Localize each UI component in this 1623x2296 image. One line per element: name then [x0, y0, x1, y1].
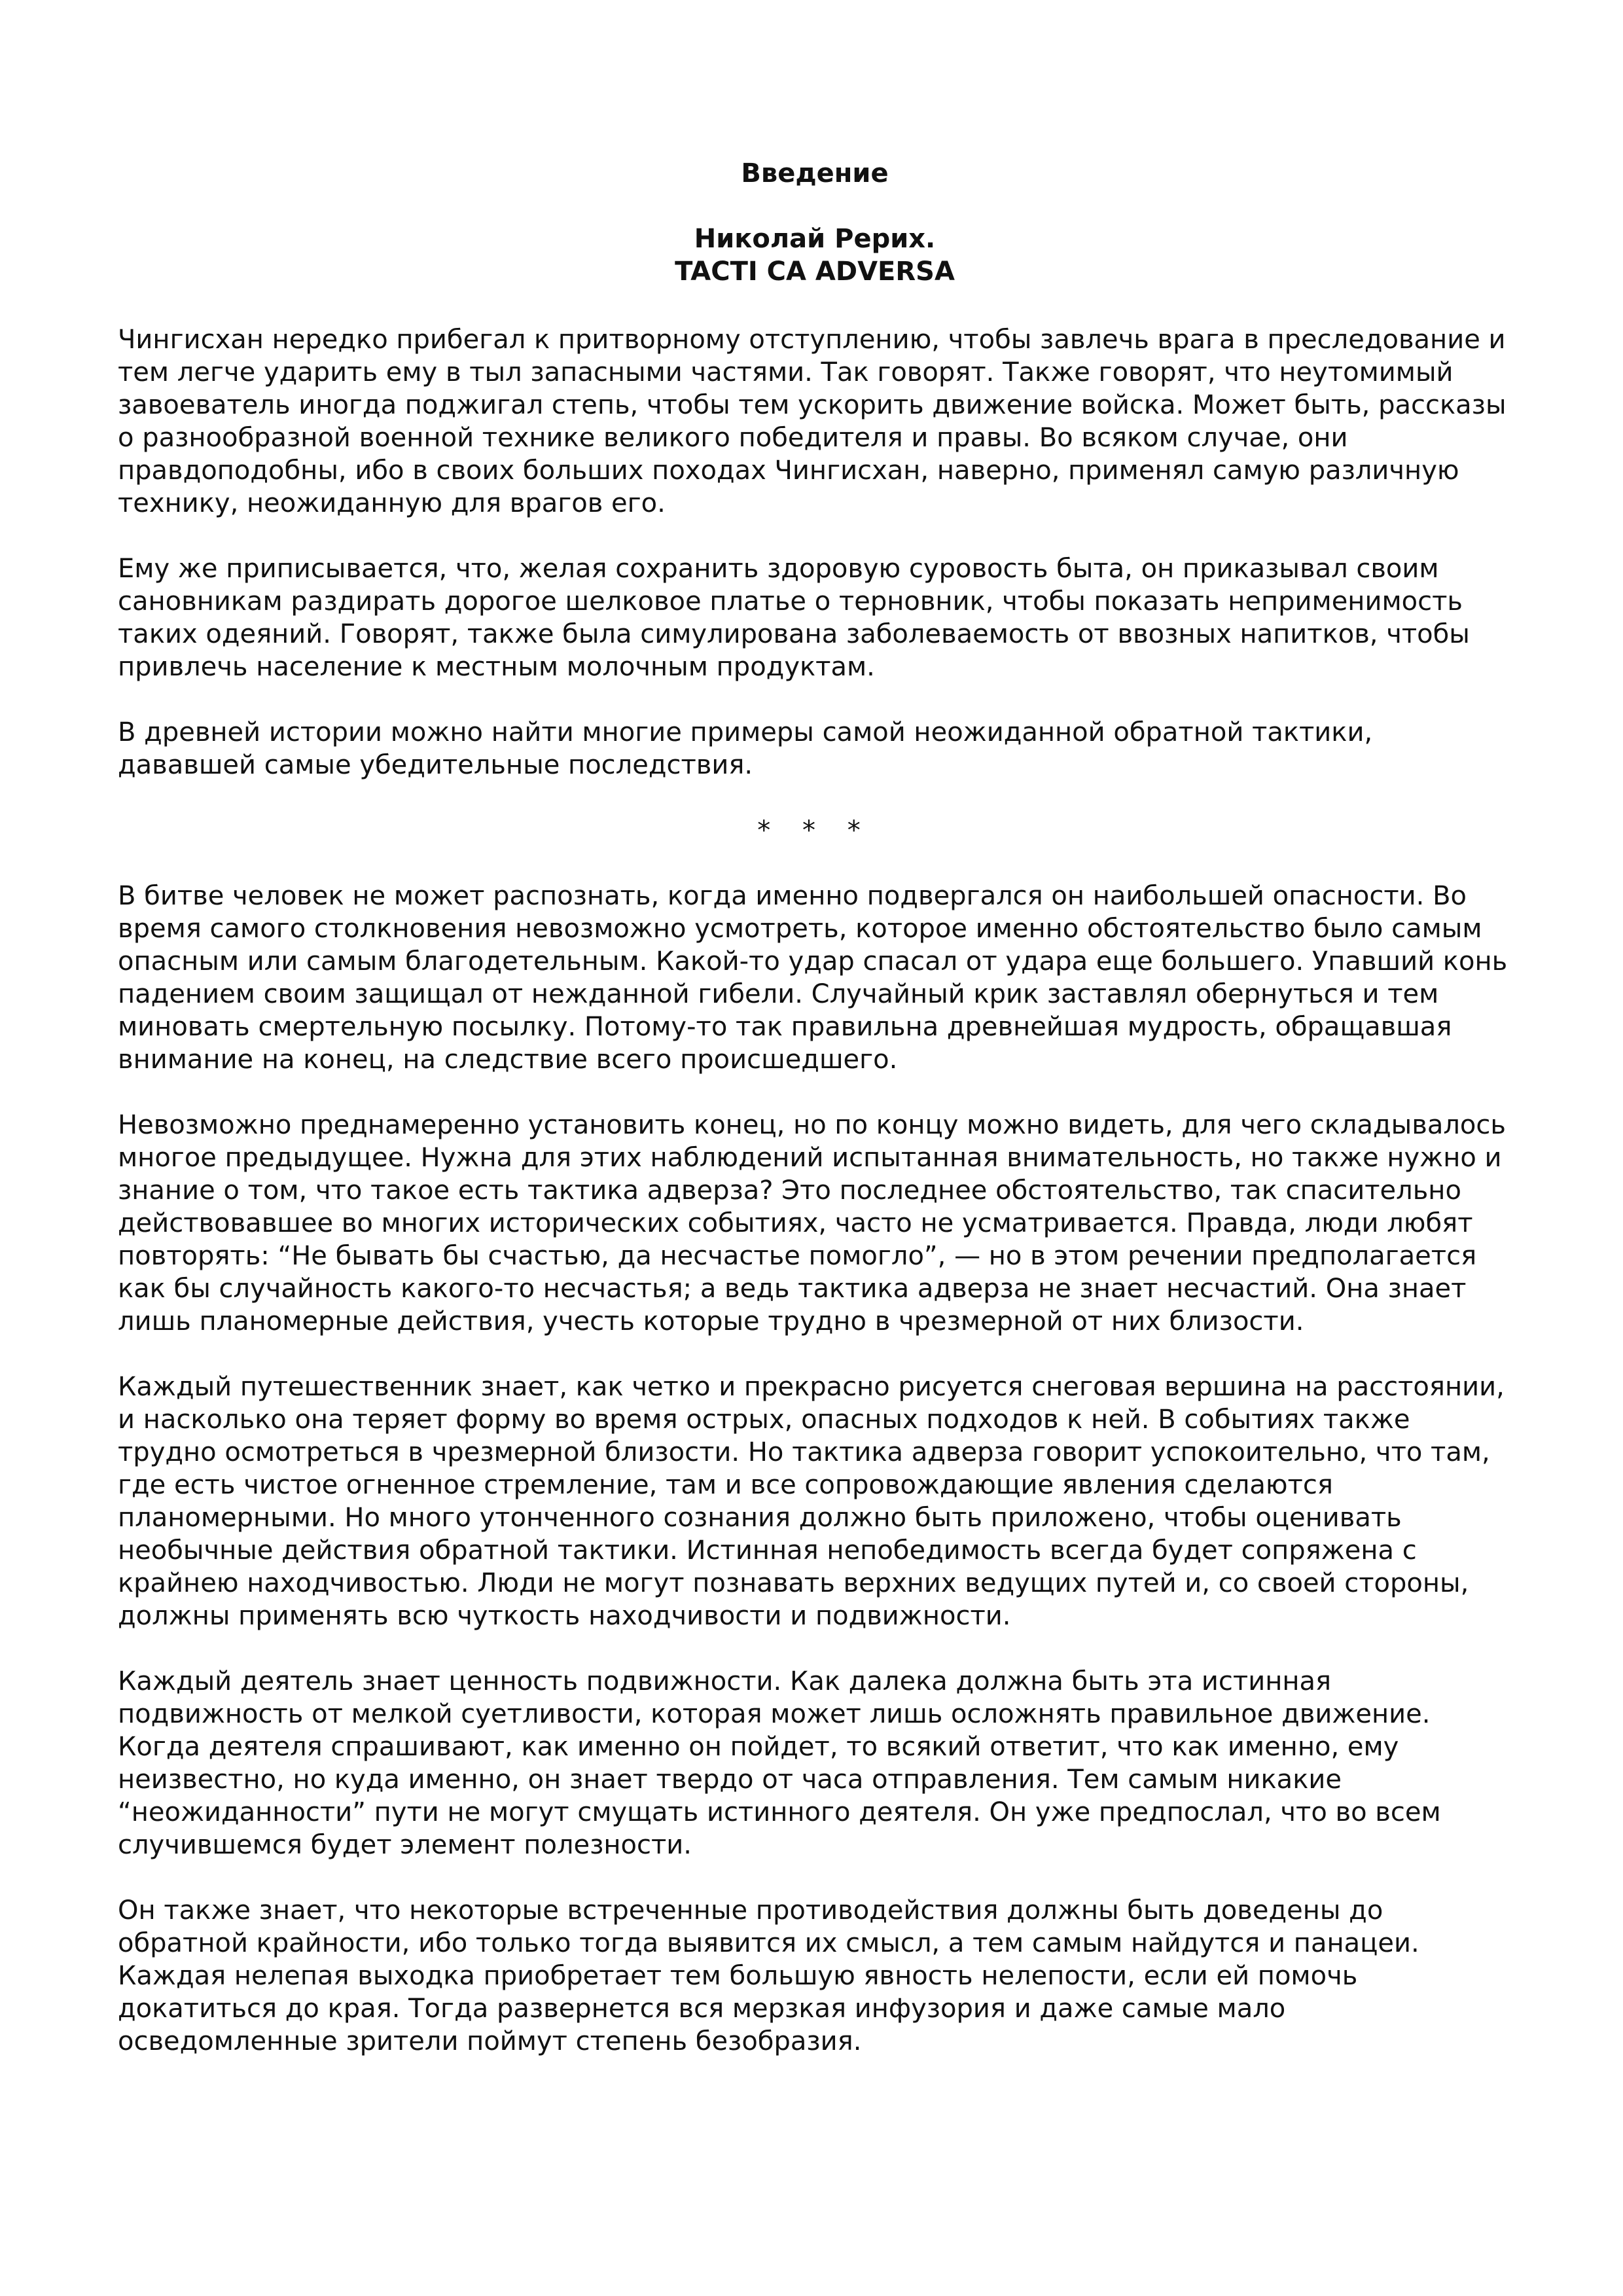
paragraph: В древней истории можно найти многие примеры самой неожиданной обратной тактики, дававшей самые убедительные последствия.	[118, 717, 1373, 780]
document-author: Николай Рерих.	[694, 224, 936, 254]
paragraph: Он также знает, что некоторые встреченные противодействия должны быть доведены до обратной крайности, ибо только тогда выявится их смысл, а тем самым найдутся и панацеи. Каждая нелепая выходка приобретает тем большую явность нелепости, если ей помочь докатиться до края. Тогда развернется вся мерзкая инфузория и даже самые мало осведомленные зрители поймут степень безобразия.	[118, 1895, 1419, 2056]
paragraph: Ему же приписывается, что, желая сохранить здоровую суровость быта, он приказывал своим сановникам раздирать дорогое шелковое платье о терновник, чтобы показать неприменимость таких одеяний. Говорят, также была симулирована заболеваемость от ввозных напитков, чтобы привлечь население к местным молочным продуктам.	[118, 554, 1470, 682]
paragraph: Каждый путешественник знает, как четко и прекрасно рисуется снеговая вершина на расстоянии, и насколько она теряет форму во время острых, опасных подходов к ней. В событиях также трудно осмотреться в чрезмерной близости. Но тактика адверза говорит успокоительно, что там, где есть чистое огненное стремление, там и все сопровождающие явления сделаются планомерными. Но много утонченного сознания должно быть приложено, чтобы оценивать необычные действия обратной тактики. Истинная непобедимость всегда будет сопряжена с крайнею находчивостью. Люди не могут познавать верхних ведущих путей и, со своей стороны, должны применять всю чуткость находчивости и подвижности.	[118, 1372, 1505, 1631]
document-title: Введение	[741, 158, 889, 188]
paragraph: Каждый деятель знает ценность подвижности. Как далека должна быть эта истинная подвижность от мелкой суетливости, которая может лишь осложнять правильное движение. Когда деятеля спрашивают, как именно он пойдет, то всякий ответит, что как именно, ему неизвестно, но куда именно, он знает твердо от часа отправления. Тем самым никакие “неожиданности” пути не могут смущать истинного деятеля. Он уже предпослал, что во всем случившемся будет элемент полезности.	[118, 1666, 1441, 1860]
document-body	[118, 323, 1512, 2090]
paragraph: Невозможно преднамеренно установить конец, но по концу можно видеть, для чего складывалось многое предыдущее. Нужна для этих наблюдений испытанная внимательность, но также нужно и знание о том, что такое есть тактика адверза? Это последнее обстоятельство, так спасительно действовавшее во многих исторических событиях, часто не усматривается. Правда, люди любят повторять: “Не бывать бы счастью, да несчастье помогло”, — но в этом речении предполагается как бы случайность какого-то несчастья; а ведь тактика адверза не знает несчастий. Она знает лишь планомерные действия, учесть которые трудно в чрезмерной от них близости.	[118, 1110, 1506, 1336]
document-subtitle: TACTI CA ADVERSA	[675, 257, 955, 287]
document-page	[118, 0, 1512, 2296]
paragraph: Чингисхан нередко прибегал к притворному отступлению, чтобы завлечь врага в преследование и тем легче ударить ему в тыл запасными частями. Так говорят. Также говорят, что неутомимый завоеватель иногда поджигал степь, чтобы тем ускорить движение войска. Может быть, рассказы о разнообразной военной технике великого победителя и правы. Во всяком случае, они правдоподобны, ибо в своих больших походах Чингисхан, наверно, применял самую различную технику, неожиданную для врагов его.	[118, 325, 1507, 518]
paragraph: В битве человек не может распознать, когда именно подвергался он наибольшей опасности. Во время самого столкновения невозможно усмотреть, которое именно обстоятельство было самым опасным или самым благодетельным. Какой-то удар спасал от удара еще большего. Упавший конь падением своим защищал от нежданной гибели. Случайный крик заставлял обернуться и тем миновать смертельную посылку. Потому-то так правильна древнейшая мудрость, обращавшая внимание на конец, на следствие всего происшедшего.	[118, 881, 1508, 1075]
section-separator: * * *	[757, 816, 872, 846]
